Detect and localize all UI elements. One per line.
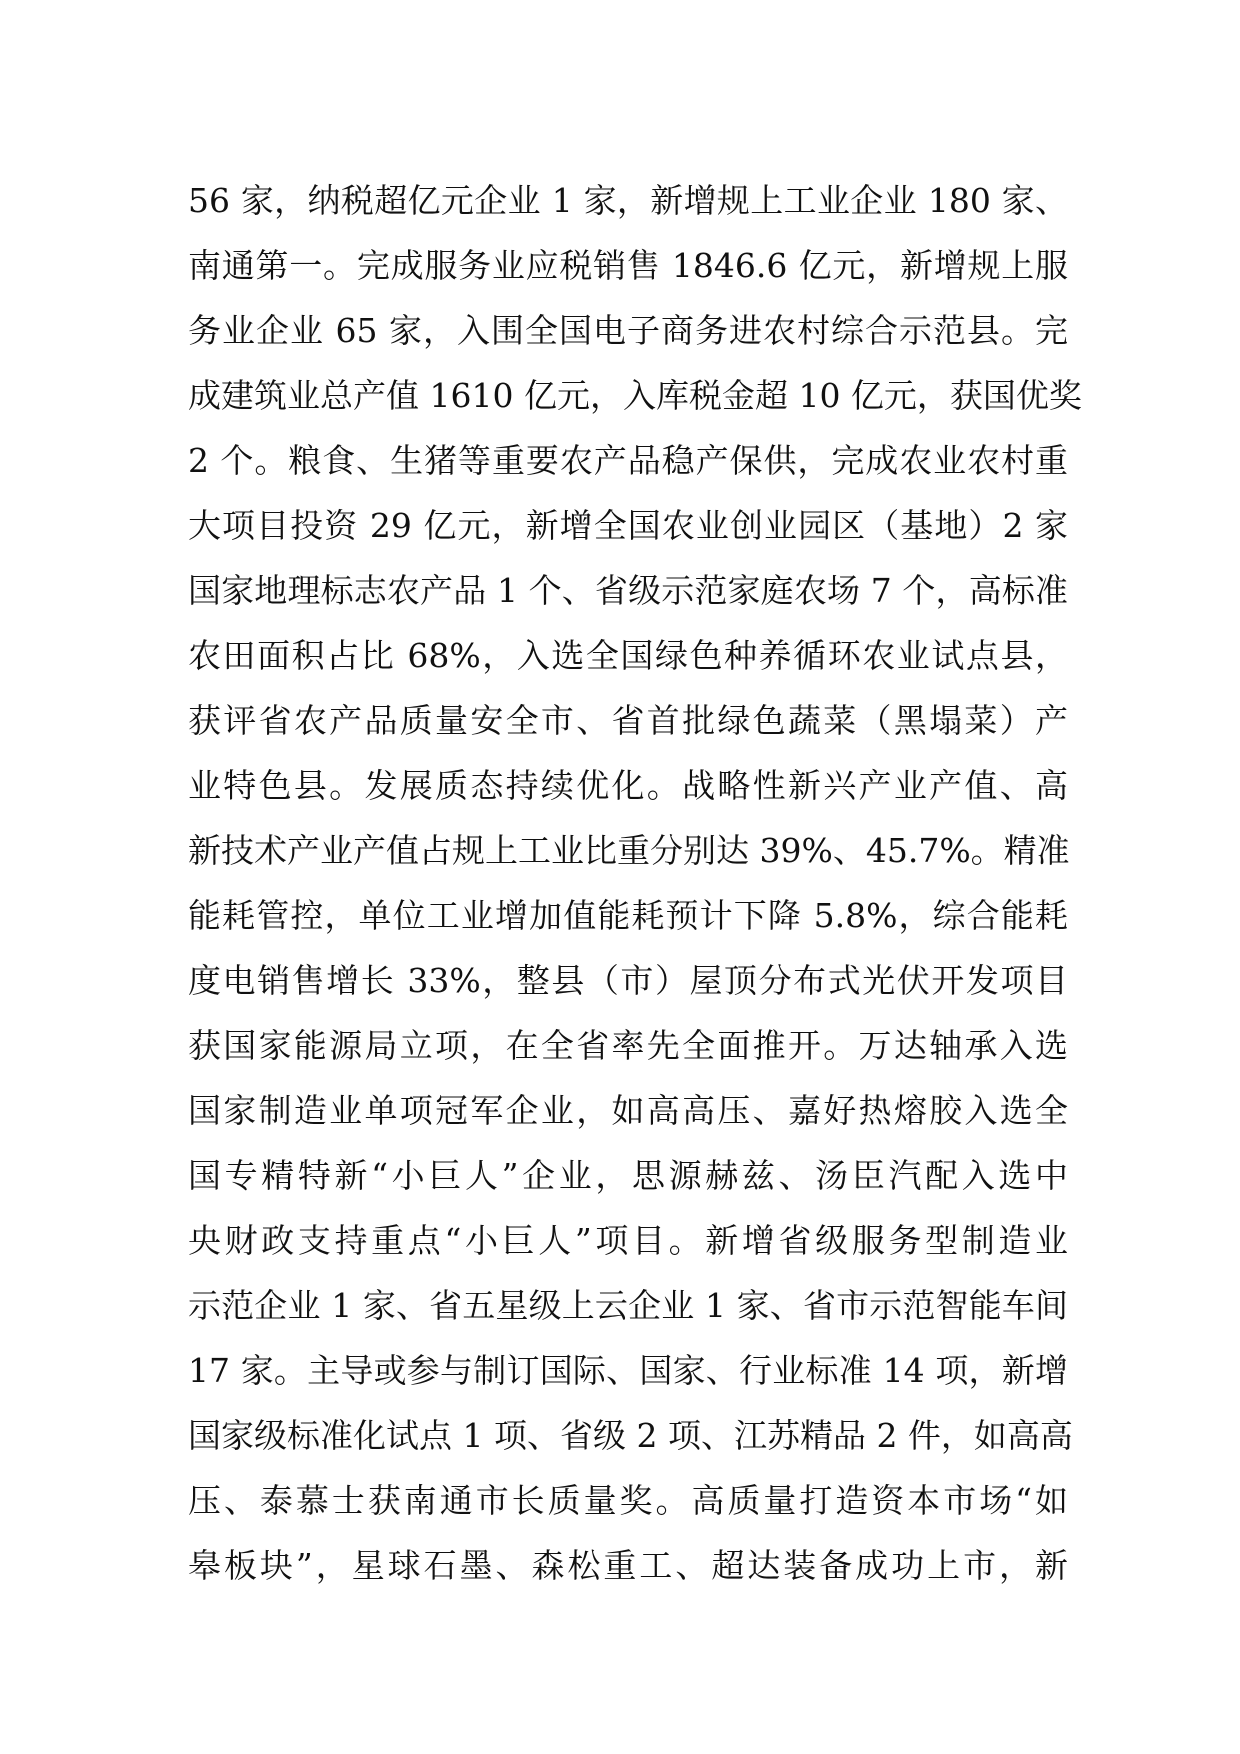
text-line: 南通第一。完成服务业应税销售 1846.6 亿元，新增规上服 [188, 246, 1068, 285]
text-line: 国家级标准化试点 1 项、省级 2 项、江苏精品 2 件，如高高 [188, 1416, 1073, 1455]
text-line: 度电销售增长 33%，整县（市）屋顶分布式光伏开发项目 [188, 961, 1068, 1000]
text-line: 压、泰慕士获南通市长质量奖。高质量打造资本市场“如 [188, 1481, 1068, 1520]
text-line: 17 家。主导或参与制订国际、国家、行业标准 14 项，新增 [188, 1351, 1068, 1390]
text-line: 新技术产业产值占规上工业比重分别达 39%、45.7%。精准 [188, 831, 1070, 870]
text-line: 国家地理标志农产品 1 个、省级示范家庭农场 7 个，高标准 [188, 571, 1068, 610]
text-line: 国家制造业单项冠军企业，如高高压、嘉好热熔胶入选全 [188, 1091, 1068, 1130]
text-line: 56 家，纳税超亿元企业 1 家，新增规上工业企业 180 家、 [188, 181, 1068, 220]
text-line: 皋板块”，星球石墨、森松重工、超达装备成功上市，新 [188, 1546, 1068, 1585]
text-line: 成建筑业总产值 1610 亿元，入库税金超 10 亿元，获国优奖 [188, 376, 1082, 415]
body-text [188, 168, 1082, 1598]
text-line: 获国家能源局立项，在全省率先全面推开。万达轴承入选 [188, 1026, 1068, 1065]
text-line: 国专精特新“小巨人”企业，思源赫兹、汤臣汽配入选中 [188, 1156, 1068, 1195]
text-line: 农田面积占比 68%，入选全国绿色种养循环农业试点县， [188, 636, 1068, 675]
text-line: 能耗管控，单位工业增加值能耗预计下降 5.8%，综合能耗 [188, 896, 1068, 935]
text-line: 示范企业 1 家、省五星级上云企业 1 家、省市示范智能车间 [188, 1286, 1068, 1325]
text-line: 大项目投资 29 亿元，新增全国农业创业园区（基地）2 家 [188, 506, 1068, 545]
text-line: 央财政支持重点“小巨人”项目。新增省级服务型制造业 [188, 1221, 1068, 1260]
text-line: 2 个。粮食、生猪等重要农产品稳产保供，完成农业农村重 [188, 441, 1068, 480]
text-line: 获评省农产品质量安全市、省首批绿色蔬菜（黑塌菜）产 [188, 701, 1068, 740]
text-line: 业特色县。发展质态持续优化。战略性新兴产业产值、高 [188, 766, 1068, 805]
text-line: 务业企业 65 家，入围全国电子商务进农村综合示范县。完 [188, 311, 1068, 350]
